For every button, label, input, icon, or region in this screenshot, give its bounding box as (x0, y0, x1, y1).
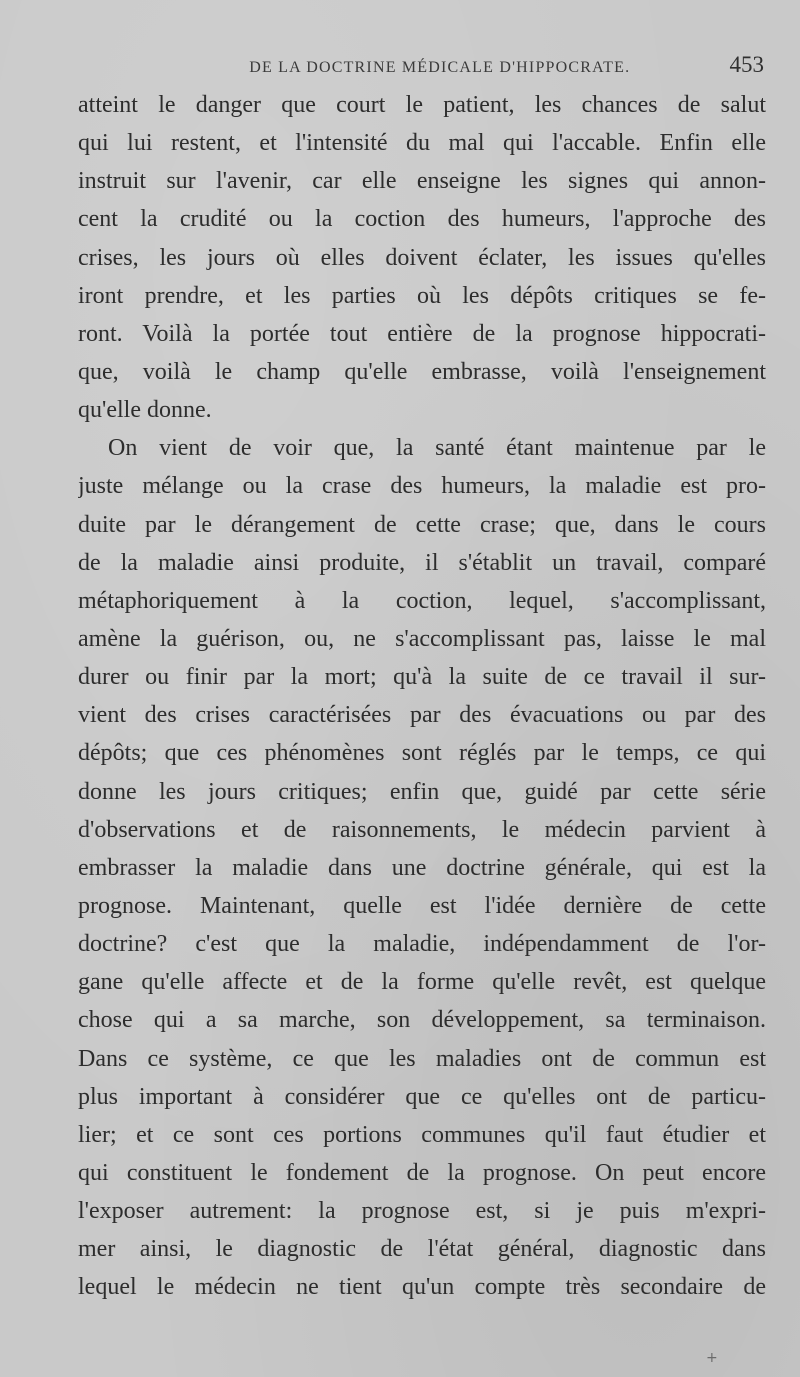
text-line: ront. Voilà la portée tout entière de la prognose hippocrati- (78, 320, 766, 347)
text-line: plus important à considérer que ce qu'elles ont de particu- (78, 1083, 766, 1110)
text-line: embrasser la maladie dans une doctrine générale, qui est la (78, 854, 766, 881)
running-title: DE LA DOCTRINE MÉDICALE D'HIPPOCRATE. (249, 59, 631, 76)
text-line: cent la crudité ou la coction des humeurs, l'approche des (78, 206, 766, 233)
text-line: prognose. Maintenant, quelle est l'idée dernière de cette (78, 892, 766, 919)
running-head (80, 52, 764, 82)
text-line: chose qui a sa marche, son développement, sa terminaison. (78, 1007, 766, 1034)
text-line: atteint le danger que court le patient, les chances de salut (78, 92, 766, 118)
text-line: gane qu'elle affecte et de la forme qu'elle revêt, est quelque (78, 969, 766, 996)
text-line: duite par le dérangement de cette crase; que, dans le cours (78, 511, 766, 538)
text-line: métaphoriquement à la coction, lequel, s'accomplissant, (78, 587, 766, 614)
text-line: d'observations et de raisonnements, le médecin parvient à (78, 816, 766, 843)
text-line: durer ou finir par la mort; qu'à la suite de ce travail il sur- (78, 664, 766, 691)
text-line: iront prendre, et les parties où les dépôts critiques se fe- (78, 282, 766, 309)
text-line: qui lui restent, et l'intensité du mal qui l'accable. Enfin elle (78, 130, 766, 157)
text-line: crises, les jours où elles doivent éclater, les issues qu'elles (78, 244, 766, 271)
text-line: instruit sur l'avenir, car elle enseigne les signes qui annon- (78, 168, 766, 195)
text-line: lier; et ce sont ces portions communes qu'il faut étudier et (78, 1121, 766, 1148)
text-line: juste mélange ou la crase des humeurs, la maladie est pro- (78, 473, 766, 500)
text-line: donne les jours critiques; enfin que, guidé par cette série (78, 778, 766, 805)
text-line: lequel le médecin ne tient qu'un compte très secondaire de (78, 1274, 766, 1301)
text-line: de la maladie ainsi produite, il s'établit un travail, comparé (78, 549, 766, 576)
text-line: qui constituent le fondement de la prognose. On peut encore (78, 1159, 766, 1186)
body-text (78, 86, 766, 1307)
printer-mark-icon: + (706, 1350, 718, 1366)
text-line: qu'elle donne. (78, 397, 212, 424)
page-number: 453 (729, 52, 764, 77)
text-line: que, voilà le champ qu'elle embrasse, voilà l'enseignement (78, 358, 766, 385)
text-line: amène la guérison, ou, ne s'accomplissant pas, laisse le mal (78, 625, 766, 652)
text-line: l'exposer autrement: la prognose est, si je puis m'expri- (78, 1198, 766, 1225)
text-line: mer ainsi, le diagnostic de l'état général, diagnostic dans (78, 1236, 766, 1263)
text-line: On vient de voir que, la santé étant maintenue par le (108, 435, 766, 462)
text-line: doctrine? c'est que la maladie, indépendamment de l'or- (78, 931, 766, 958)
text-line: Dans ce système, ce que les maladies ont de commun est (78, 1045, 766, 1072)
text-line: dépôts; que ces phénomènes sont réglés par le temps, ce qui (78, 740, 766, 767)
text-line: vient des crises caractérisées par des évacuations ou par des (78, 702, 766, 729)
